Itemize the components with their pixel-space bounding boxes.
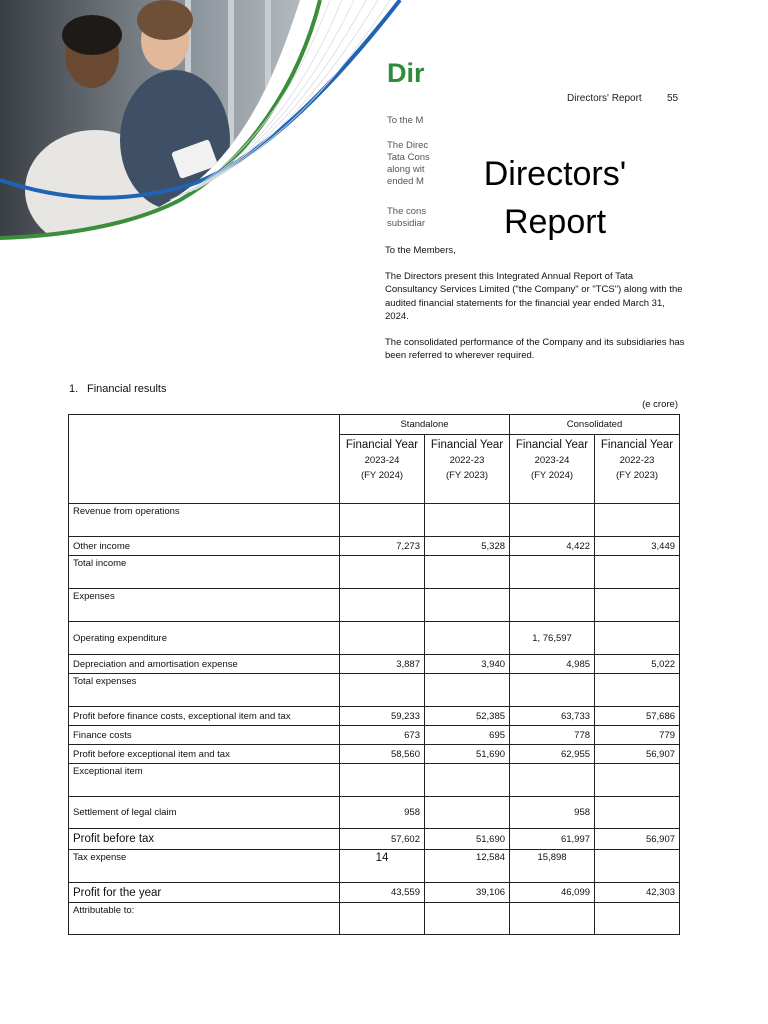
table-cell	[340, 674, 425, 707]
table-cell	[425, 674, 510, 707]
table-cell	[425, 764, 510, 797]
table-row	[69, 829, 680, 850]
table-cell	[510, 903, 595, 935]
group-header-consolidated: Consolidated	[510, 415, 680, 435]
column-header-line: (FY 2023)	[615, 470, 659, 481]
column-header-line: Financial Year	[430, 439, 504, 451]
section-heading	[69, 383, 166, 395]
row-label: Profit before finance costs, exceptional item and tax	[69, 707, 340, 726]
unit-note: (e crore)	[642, 399, 678, 410]
table-cell: 51,690	[425, 829, 510, 850]
section-title: Financial results	[87, 383, 167, 395]
table-row	[69, 883, 680, 903]
column-header-line: Financial Year	[345, 439, 419, 451]
section-number: 1.	[69, 383, 79, 395]
table-cell	[510, 504, 595, 537]
row-label: Finance costs	[69, 726, 340, 745]
table-row	[69, 903, 680, 935]
table-row	[69, 745, 680, 764]
table-row	[69, 764, 680, 797]
table-cell: 15,898	[510, 850, 595, 883]
table-cell: 779	[595, 726, 680, 745]
table-cell	[340, 589, 425, 622]
row-label: Depreciation and amortisation expense	[69, 655, 340, 674]
column-header-line: 2022-23	[449, 455, 485, 466]
page-title	[470, 150, 640, 246]
page-title-line: Directors'	[483, 155, 627, 193]
table-cell: 4,422	[510, 537, 595, 556]
table-cell: 57,686	[595, 707, 680, 726]
column-header-line: 2023-24	[534, 455, 570, 466]
table-cell: 12,584	[425, 850, 510, 883]
table-row	[69, 726, 680, 745]
table-cell: 5,022	[595, 655, 680, 674]
column-header-line: (FY 2023)	[445, 470, 489, 481]
table-cell	[595, 903, 680, 935]
row-label: Settlement of legal claim	[69, 797, 340, 829]
row-label: Expenses	[69, 589, 340, 622]
table-cell	[595, 674, 680, 707]
table-cell: 57,602	[340, 829, 425, 850]
table-cell	[425, 589, 510, 622]
column-header-line: (FY 2024)	[360, 470, 404, 481]
table-cell: 673	[340, 726, 425, 745]
table-row	[69, 589, 680, 622]
row-label: Total income	[69, 556, 340, 589]
column-header-line: (FY 2024)	[530, 470, 574, 481]
column-header-line: Financial Year	[515, 439, 589, 451]
table-row	[69, 850, 680, 883]
table-cell: 3,887	[340, 655, 425, 674]
ghost-line: along wit	[387, 164, 425, 175]
column-header	[340, 435, 425, 504]
table-cell	[595, 764, 680, 797]
page-number: 55	[667, 93, 679, 104]
row-label: Profit before tax	[69, 829, 340, 850]
table-cell: 59,233	[340, 707, 425, 726]
table-cell	[510, 589, 595, 622]
column-header	[510, 435, 595, 504]
row-label: Other income	[69, 537, 340, 556]
table-row	[69, 537, 680, 556]
table-cell: 778	[510, 726, 595, 745]
ghost-line: The Direc	[387, 140, 429, 151]
ghost-title: Dir	[387, 58, 425, 88]
table-cell: 14	[340, 850, 425, 883]
row-label: Tax expense	[69, 850, 340, 883]
ghost-line: To the M	[387, 115, 424, 126]
row-label: Profit for the year	[69, 883, 340, 903]
table-row	[69, 707, 680, 726]
salutation: To the Members,	[385, 245, 456, 256]
table-cell: 56,907	[595, 745, 680, 764]
table-cell	[595, 622, 680, 655]
column-header-line: 2023-24	[364, 455, 400, 466]
table-row	[69, 797, 680, 829]
table-cell: 3,940	[425, 655, 510, 674]
table-cell: 56,907	[595, 829, 680, 850]
ghost-line: subsidiar	[387, 218, 426, 229]
row-label: Profit before exceptional item and tax	[69, 745, 340, 764]
table-cell: 46,099	[510, 883, 595, 903]
column-header	[425, 435, 510, 504]
table-row	[69, 674, 680, 707]
table-cell	[425, 556, 510, 589]
intro-text	[385, 244, 685, 375]
intro-paragraph: The Directors present this Integrated Annual Report of Tata Consultancy Services Limited ("the Company" or "TCS") along with the audited financial statements for the financial year ended March 31, 2024.	[385, 270, 683, 322]
table-cell	[425, 797, 510, 829]
financial-results-table	[68, 414, 680, 935]
table-cell: 3,449	[595, 537, 680, 556]
group-header-standalone: Standalone	[340, 415, 510, 435]
table-cell	[510, 556, 595, 589]
table-cell	[425, 622, 510, 655]
table-cell	[340, 903, 425, 935]
table-cell: 5,328	[425, 537, 510, 556]
table-cell	[595, 797, 680, 829]
table-cell: 51,690	[425, 745, 510, 764]
ghost-line: The cons	[387, 206, 427, 217]
table-cell: 4,985	[510, 655, 595, 674]
table-cell: 61,997	[510, 829, 595, 850]
table-cell: 52,385	[425, 707, 510, 726]
table-row	[69, 655, 680, 674]
hero-photo-illustration	[0, 0, 430, 240]
column-header-line: 2022-23	[619, 455, 655, 466]
page-title-line: Report	[503, 203, 607, 241]
intro-paragraph: The consolidated performance of the Company and its subsidiaries has been referred to wherever required.	[385, 336, 685, 361]
table-cell: 63,733	[510, 707, 595, 726]
table-cell	[340, 504, 425, 537]
table-cell	[425, 903, 510, 935]
table-row	[69, 622, 680, 655]
table-cell: 42,303	[595, 883, 680, 903]
table-cell: 58,560	[340, 745, 425, 764]
ghost-line: Tata Cons	[387, 152, 430, 163]
table-cell	[340, 622, 425, 655]
table-cell: 695	[425, 726, 510, 745]
table-cell	[510, 674, 595, 707]
row-label: Attributable to:	[69, 903, 340, 935]
table-cell: 62,955	[510, 745, 595, 764]
table-cell	[595, 504, 680, 537]
table-cell: 39,106	[425, 883, 510, 903]
ghost-line: ended M	[387, 176, 424, 187]
column-header	[595, 435, 680, 504]
table-cell	[595, 850, 680, 883]
table-cell: 43,559	[340, 883, 425, 903]
table-cell	[595, 556, 680, 589]
table-cell: 7,273	[340, 537, 425, 556]
column-header-line: Financial Year	[600, 439, 674, 451]
table-cell	[340, 764, 425, 797]
table-cell: 958	[510, 797, 595, 829]
row-label: Operating expenditure	[69, 622, 340, 655]
table-row	[69, 556, 680, 589]
table-corner-cell	[69, 415, 340, 504]
table-cell	[425, 504, 510, 537]
table-cell: 1, 76,597	[510, 622, 595, 655]
table-cell: 958	[340, 797, 425, 829]
row-label: Total expenses	[69, 674, 340, 707]
row-label: Exceptional item	[69, 764, 340, 797]
row-label: Revenue from operations	[69, 504, 340, 537]
table-cell	[510, 764, 595, 797]
running-header-label: Directors' Report	[567, 93, 642, 104]
table-cell	[340, 556, 425, 589]
table-cell	[595, 589, 680, 622]
table-row	[69, 504, 680, 537]
hero-photo	[0, 0, 430, 240]
